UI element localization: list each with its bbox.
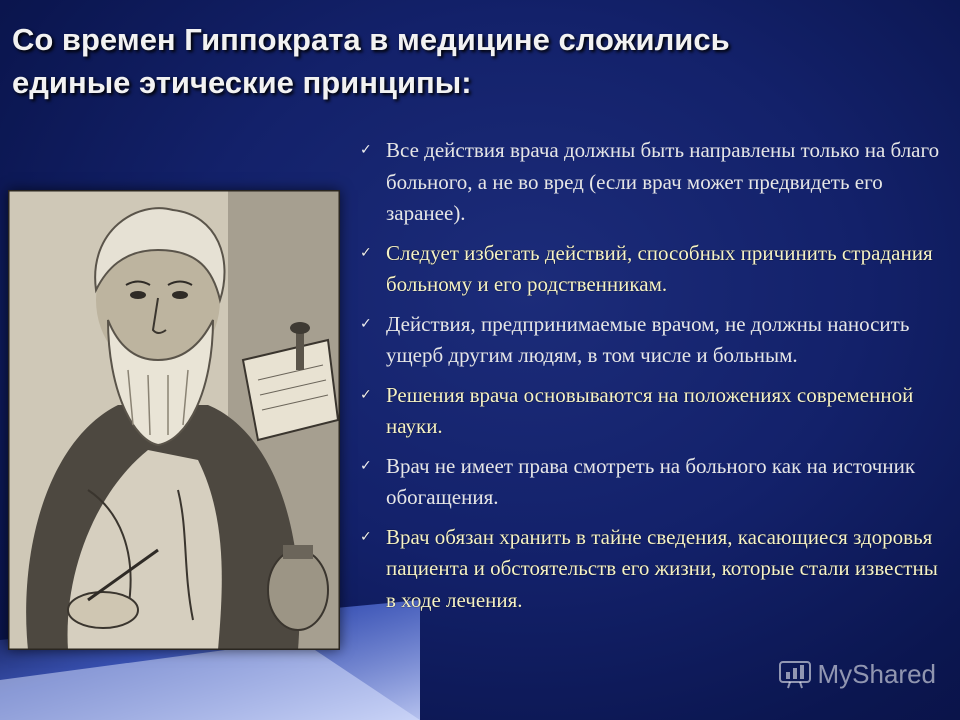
check-icon: ✓: [360, 528, 372, 545]
check-icon: ✓: [360, 244, 372, 261]
check-icon: ✓: [360, 315, 372, 332]
list-item-text: Следует избегать действий, способных причинить страдания больному и его родственникам.: [386, 240, 933, 296]
watermark[interactable]: [778, 659, 937, 690]
list-item: [360, 522, 950, 617]
principles-list: [360, 135, 950, 624]
check-icon: ✓: [360, 142, 372, 158]
list-item-text: Врач не имеет права смотреть на больного как на источник обогащения.: [386, 453, 916, 509]
list-item: [360, 238, 950, 301]
check-icon: ✓: [360, 386, 372, 403]
list-item: [360, 135, 950, 230]
list-item-text: Действия, предпринимаемые врачом, не должны наносить ущерб другим людям, в том числе и больным.: [386, 311, 910, 367]
list-item-text: Врач обязан хранить в тайне сведения, касающиеся здоровья пациента и обстоятельств его жизни, которые стали известны в ходе лечения.: [386, 524, 938, 612]
hippocrates-portrait: [8, 190, 340, 650]
slide-title: [12, 18, 912, 104]
myshared-logo-icon: [778, 660, 812, 690]
title-line-1: Со времен Гиппократа в медицине сложились: [12, 22, 730, 57]
check-icon: ✓: [360, 457, 372, 474]
list-item-text: Все действия врача должны быть направлены только на благо больного, а не во вред (если врач может предвидеть его заранее).: [386, 138, 940, 225]
list-item: [360, 451, 950, 514]
list-item: [360, 309, 950, 372]
title-line-2: единые этические принципы:: [12, 65, 472, 100]
list-item: [360, 380, 950, 443]
watermark-text: MyShared: [817, 659, 936, 689]
list-item-text: Решения врача основываются на положениях современной науки.: [386, 382, 914, 438]
